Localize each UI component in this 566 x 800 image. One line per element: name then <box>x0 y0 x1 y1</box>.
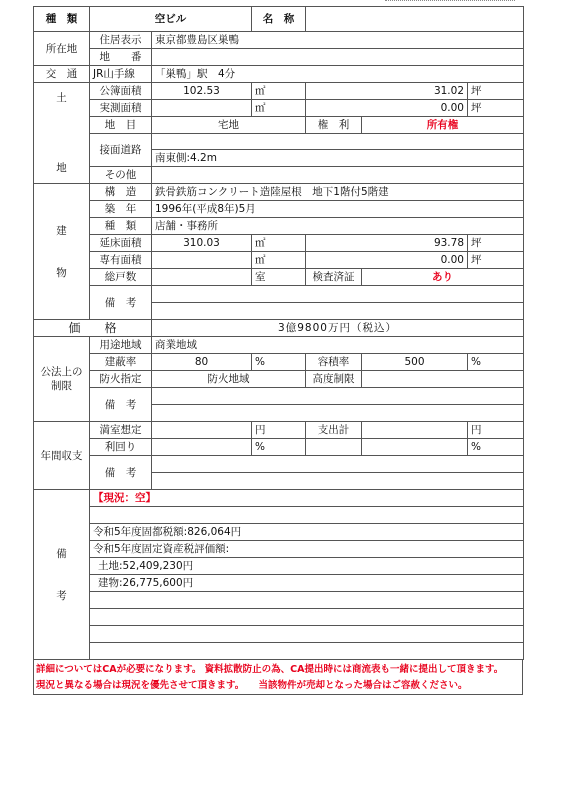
remarks-blank-5 <box>90 643 524 660</box>
height-value <box>362 371 524 388</box>
land-section <box>34 83 90 184</box>
yield-blank-1 <box>306 439 362 456</box>
building-units-row <box>34 269 524 286</box>
name-label: 名 称 <box>252 7 306 32</box>
expense-label: 支出計 <box>306 422 362 439</box>
fire-value: 防火地域 <box>152 371 306 388</box>
registry-area-label: 公簿面積 <box>90 83 152 100</box>
zoning-row <box>34 337 524 354</box>
fire-label: 防火指定 <box>90 371 152 388</box>
remarks-tax-city: 令和5年度固都税額:826,064円 <box>90 524 524 541</box>
remarks-section-top: 備 <box>56 547 67 560</box>
remarks-section-bottom: 考 <box>56 589 67 602</box>
income-remarks-label: 備 考 <box>90 456 152 490</box>
road-value: 南東側:4.2m <box>152 150 524 167</box>
zoning-value: 商業地域 <box>152 337 524 354</box>
land-category-row <box>34 117 524 134</box>
expense-value <box>362 422 468 439</box>
address-label: 住居表示 <box>90 32 152 49</box>
income-yield-row <box>34 439 524 456</box>
category-value: 宅地 <box>152 117 306 134</box>
height-label: 高度制限 <box>306 371 362 388</box>
exclusive-m2-unit: ㎡ <box>252 252 306 269</box>
far-label: 容積率 <box>306 354 362 371</box>
remarks-section <box>34 490 90 660</box>
building-section-top: 建 <box>56 224 67 237</box>
inspection-label: 検査済証 <box>306 269 362 286</box>
exclusive-label: 専有面積 <box>90 252 152 269</box>
building-remarks-row <box>34 286 524 303</box>
price-value: 3億9800万円（税込） <box>152 320 524 337</box>
notes-box <box>33 660 523 695</box>
yield-unit-2: % <box>468 439 524 456</box>
bcr-unit: % <box>252 354 306 371</box>
built-value: 1996年(平成8年)5月 <box>152 201 524 218</box>
top-dotted-line <box>385 0 515 2</box>
location-section: 所在地 <box>34 32 90 66</box>
remarks-blank-1 <box>90 507 524 524</box>
yield-value <box>152 439 252 456</box>
transport-row <box>34 66 524 83</box>
actual-area-m2 <box>152 100 252 117</box>
remarks-tax-assessment: 令和5年度固定資産税評価額: <box>90 541 524 558</box>
built-label: 築 年 <box>90 201 152 218</box>
remarks-row-3 <box>34 524 524 541</box>
type-label: 種 類 <box>34 7 90 32</box>
full-value <box>152 422 252 439</box>
category-label: 地 目 <box>90 117 152 134</box>
building-section <box>34 184 90 320</box>
address-row <box>34 32 524 49</box>
income-full-row <box>34 422 524 439</box>
remarks-row-6 <box>34 575 524 592</box>
building-kind-row <box>34 218 524 235</box>
far-value: 500 <box>362 354 468 371</box>
remarks-row-8 <box>34 609 524 626</box>
registry-area-m2-unit: ㎡ <box>252 83 306 100</box>
price-row <box>34 320 524 337</box>
building-remarks-blank <box>152 303 524 320</box>
building-remarks-label: 備 考 <box>90 286 152 320</box>
units-unit: 室 <box>252 269 306 286</box>
lot-row <box>34 49 524 66</box>
remarks-row-4 <box>34 541 524 558</box>
income-remarks-value <box>152 456 524 473</box>
full-label: 満室想定 <box>90 422 152 439</box>
other-value <box>152 167 524 184</box>
price-label: 価 格 <box>34 320 152 337</box>
floor-area-tsubo-unit: 坪 <box>468 235 524 252</box>
kind-value: 店舗・事務所 <box>152 218 524 235</box>
registry-area-tsubo-unit: 坪 <box>468 83 524 100</box>
other-label: その他 <box>90 167 152 184</box>
floor-area-m2-unit: ㎡ <box>252 235 306 252</box>
structure-value: 鉄骨鉄筋コンクリート造陸屋根 地下1階付5階建 <box>152 184 524 201</box>
property-table <box>33 6 524 660</box>
land-road-row <box>34 134 524 150</box>
name-value <box>306 7 524 32</box>
remarks-status: 【現況：空】 <box>90 490 524 507</box>
remarks-row-2 <box>34 507 524 524</box>
floor-area-label: 延床面積 <box>90 235 152 252</box>
exclusive-m2 <box>152 252 252 269</box>
kind-label: 種 類 <box>90 218 152 235</box>
transport-line: JR山手線 <box>90 66 152 83</box>
yield-unit: % <box>252 439 306 456</box>
building-remarks-value <box>152 286 524 303</box>
building-section-bottom: 物 <box>56 266 67 279</box>
building-exclusive-row <box>34 252 524 269</box>
legal-remarks-value <box>152 388 524 405</box>
actual-area-tsubo: 0.00 <box>306 100 468 117</box>
legal-section: 公法上の制限 <box>34 337 90 422</box>
address-value: 東京都豊島区巣鴨 <box>152 32 524 49</box>
registry-area-tsubo: 31.02 <box>306 83 468 100</box>
actual-area-label: 実測面積 <box>90 100 152 117</box>
floor-area-tsubo: 93.78 <box>306 235 468 252</box>
remarks-blank-3 <box>90 609 524 626</box>
transport-label: 交 通 <box>34 66 90 83</box>
structure-label: 構 造 <box>90 184 152 201</box>
income-remarks-row <box>34 456 524 473</box>
remarks-row-5 <box>34 558 524 575</box>
building-structure-row <box>34 184 524 201</box>
far-unit: % <box>468 354 524 371</box>
bcr-label: 建蔽率 <box>90 354 152 371</box>
building-floor-row <box>34 235 524 252</box>
land-registry-row <box>34 83 524 100</box>
exclusive-tsubo: 0.00 <box>306 252 468 269</box>
lot-label: 地 番 <box>90 49 152 66</box>
legal-remarks-blank <box>152 405 524 422</box>
legal-remarks-label: 備 考 <box>90 388 152 422</box>
ratio-row <box>34 354 524 371</box>
note-line-2: 現況と異なる場合は現況を優先させて頂きます。 当該物件が売却となった場合はご容赦ください。 <box>36 680 468 691</box>
expense-unit: 円 <box>468 422 524 439</box>
transport-station: 「巣鴨」駅 4分 <box>152 66 524 83</box>
actual-area-tsubo-unit: 坪 <box>468 100 524 117</box>
income-remarks-blank <box>152 473 524 490</box>
floor-area-m2: 310.03 <box>152 235 252 252</box>
land-actual-row <box>34 100 524 117</box>
building-built-row <box>34 201 524 218</box>
rights-label: 権 利 <box>306 117 362 134</box>
remarks-row-9 <box>34 626 524 643</box>
remarks-tax-land: 土地:52,409,230円 <box>90 558 524 575</box>
remarks-blank-4 <box>90 626 524 643</box>
income-section: 年間収支 <box>34 422 90 490</box>
type-value: 空ビル <box>90 7 252 32</box>
yield-label: 利回り <box>90 439 152 456</box>
full-unit: 円 <box>252 422 306 439</box>
registry-area-m2: 102.53 <box>152 83 252 100</box>
land-other-row <box>34 167 524 184</box>
yield-blank-2 <box>362 439 468 456</box>
units-label: 総戸数 <box>90 269 152 286</box>
road-label: 接面道路 <box>90 134 152 167</box>
land-section-bottom: 地 <box>56 162 67 174</box>
remarks-row-7 <box>34 592 524 609</box>
inspection-value: あり <box>362 269 524 286</box>
remarks-blank-2 <box>90 592 524 609</box>
rights-value: 所有権 <box>362 117 524 134</box>
remarks-row-10 <box>34 643 524 660</box>
zoning-label: 用途地域 <box>90 337 152 354</box>
units-value <box>152 269 252 286</box>
lot-value <box>152 49 524 66</box>
header-row <box>34 7 524 32</box>
legal-remarks-row <box>34 388 524 405</box>
remarks-row-1 <box>34 490 524 507</box>
remarks-tax-building: 建物:26,775,600円 <box>90 575 524 592</box>
road-blank <box>152 134 524 150</box>
actual-area-m2-unit: ㎡ <box>252 100 306 117</box>
exclusive-tsubo-unit: 坪 <box>468 252 524 269</box>
bcr-value: 80 <box>152 354 252 371</box>
property-sheet <box>33 6 523 782</box>
note-line-1: 詳細についてはCAが必要になります。 資料拡散防止の為、CA提出時には商流表も一緒に提出して頂きます。 <box>36 664 504 675</box>
land-section-top: 土 <box>56 92 67 104</box>
fire-row <box>34 371 524 388</box>
